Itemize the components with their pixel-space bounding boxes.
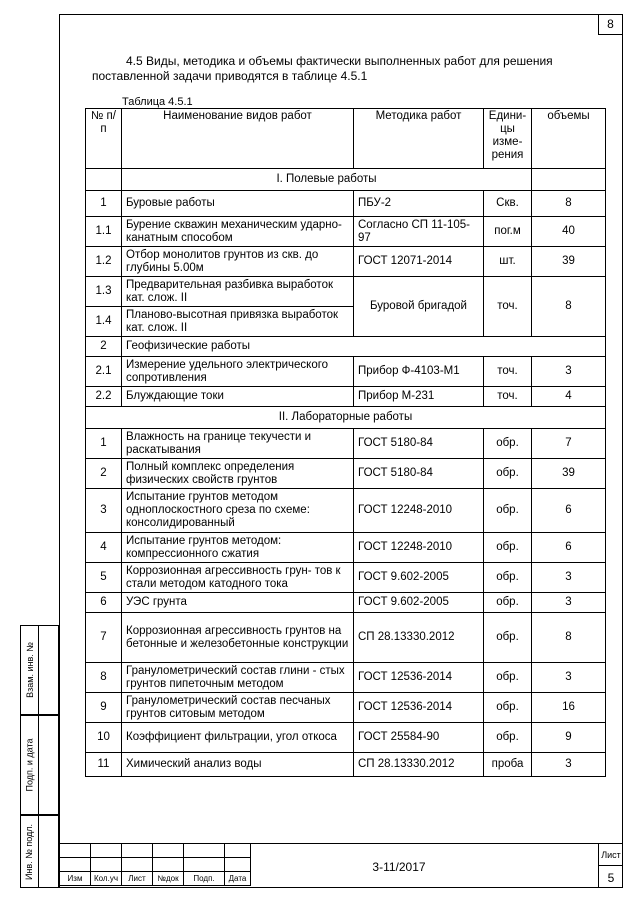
stamp-label: Подп. [184,872,225,886]
row-method: ГОСТ 25584-90 [354,723,484,753]
row-method: Буровой бригадой [354,277,484,337]
intro-line-2: поставленной задачи приводятся в таблице 4.5.1 [92,69,368,83]
row-volume: 39 [532,247,606,277]
row-name: Коррозионная агрессивность грун- тов к стали методом катодного тока [122,563,354,593]
row-unit: обр. [484,693,532,723]
document-code [200,843,598,889]
row-method: ГОСТ 5180-84 [354,429,484,459]
row-method: ГОСТ 9.602-2005 [354,593,484,613]
row-unit: обр. [484,533,532,563]
row-volume: 3 [532,593,606,613]
row-volume: 4 [532,387,606,407]
row-volume: 3 [532,753,606,777]
row-num: 10 [86,723,122,753]
row-method: ГОСТ 12536-2014 [354,663,484,693]
row-num: 2 [86,337,122,357]
row-unit: обр. [484,563,532,593]
row-num: 1 [86,429,122,459]
table-row [86,387,606,407]
row-num: 1.1 [86,217,122,247]
row-unit: точ. [484,357,532,387]
table-row [86,533,606,563]
sheet-label: Лист [601,850,621,860]
row-method: ПБУ-2 [354,191,484,217]
row-unit: точ. [484,387,532,407]
row-name: Геофизические работы [122,337,606,357]
row-volume: 39 [532,459,606,489]
row-method: ГОСТ 5180-84 [354,459,484,489]
row-name: Гранулометрический состав глини - стых грунтов пипеточным методом [122,663,354,693]
header-method: Методика работ [354,109,484,169]
row-unit: обр. [484,663,532,693]
row-method: ГОСТ 12071-2014 [354,247,484,277]
row-num: 2 [86,459,122,489]
row-volume: 3 [532,357,606,387]
row-volume: 8 [532,191,606,217]
row-unit: проба [484,753,532,777]
row-num: 1.3 [86,277,122,307]
row-unit: пог.м [484,217,532,247]
row-name: Буровые работы [122,191,354,217]
table-row [86,563,606,593]
table-caption: Таблица 4.5.1 [122,96,193,108]
row-num: 7 [86,613,122,663]
sheet-number-box [598,843,623,888]
table-row [86,723,606,753]
row-num: 8 [86,663,122,693]
table-row [86,663,606,693]
stamp-label: Лист [122,872,153,886]
side-stamp-inv-orig [20,815,59,888]
section-row [86,407,606,429]
table-row [86,693,606,723]
sheet-number: 5 [607,871,615,885]
side-stamp-sign-date [20,715,59,815]
stamp-label: Изм [60,872,91,886]
header-name: Наименование видов работ [122,109,354,169]
row-name: Планово-высотная привязка выработок кат. слож. II [122,307,354,337]
row-method: СП 28.13330.2012 [354,753,484,777]
row-name: Гранулометрический состав песчаных грунтов ситовым методом [122,693,354,723]
row-method: Прибор Ф-4103-М1 [354,357,484,387]
row-volume: 40 [532,217,606,247]
table-row [86,459,606,489]
row-num: 5 [86,563,122,593]
row-volume: 8 [532,277,606,337]
stamp-label: №док [153,872,184,886]
table-row [86,613,606,663]
works-table [85,108,606,777]
row-name: Блуждающие токи [122,387,354,407]
row-volume: 3 [532,563,606,593]
row-name: Испытание грунтов методом: компрессионного сжатия [122,533,354,563]
row-name: Коэффициент фильтрации, угол откоса [122,723,354,753]
row-unit: Скв. [484,191,532,217]
row-volume: 16 [532,693,606,723]
row-num: 9 [86,693,122,723]
header-volume: объемы [532,109,606,169]
row-unit: обр. [484,459,532,489]
side-label-sign-date: Подп. и дата [24,738,35,792]
table-header-row [86,109,606,169]
row-method: ГОСТ 9.602-2005 [354,563,484,593]
section-row [86,169,606,191]
table-row [86,337,606,357]
intro-line-1: 4.5 Виды, методика и объемы фактически выполненных работ для решения [126,54,553,68]
row-unit: точ. [484,277,532,337]
stamp-label: Кол.уч [91,872,122,886]
side-label-inv-replace: Взам. инв. № [24,642,35,698]
table-row [86,217,606,247]
row-name: Химический анализ воды [122,753,354,777]
header-num: № п/п [86,109,122,169]
table-row [86,191,606,217]
row-num: 2.2 [86,387,122,407]
side-label-inv-orig: Инв. № подл. [24,823,35,880]
row-unit: шт. [484,247,532,277]
row-num: 1 [86,191,122,217]
row-num: 1.2 [86,247,122,277]
row-unit: обр. [484,429,532,459]
row-method: ГОСТ 12536-2014 [354,693,484,723]
row-name: Отбор монолитов грунтов из скв. до глубины 5.00м [122,247,354,277]
header-unit: Едини- цы изме- рения [484,109,532,169]
document-code-text: 3-11/2017 [372,859,426,874]
page-number: 8 [598,14,622,35]
row-volume: 3 [532,663,606,693]
row-volume: 7 [532,429,606,459]
table-row [86,489,606,533]
table-row [86,247,606,277]
row-volume: 8 [532,613,606,663]
table-row [86,357,606,387]
row-method: СП 28.13330.2012 [354,613,484,663]
intro-paragraph [92,54,612,84]
section-field-works: I. Полевые работы [122,169,532,191]
row-name: УЭС грунта [122,593,354,613]
row-name: Полный комплекс определения физических свойств грунтов [122,459,354,489]
row-unit: обр. [484,723,532,753]
side-stamp-inv-replace [20,625,59,715]
row-num: 6 [86,593,122,613]
row-volume: 6 [532,489,606,533]
row-method: Прибор М-231 [354,387,484,407]
row-num: 3 [86,489,122,533]
table-row [86,429,606,459]
stamp-label: Дата [225,872,251,886]
row-method: Согласно СП 11-105-97 [354,217,484,247]
table-row [86,753,606,777]
row-name: Испытание грунтов методом одноплоскостного среза по схеме: консолидированный [122,489,354,533]
row-name: Влажность на границе текучести и раскатывания [122,429,354,459]
row-volume: 9 [532,723,606,753]
row-num: 1.4 [86,307,122,337]
table-row [86,593,606,613]
row-num: 11 [86,753,122,777]
row-num: 4 [86,533,122,563]
row-name: Предварительная разбивка выработок кат. слож. II [122,277,354,307]
row-name: Бурение скважин механическим ударно-канатным способом [122,217,354,247]
row-unit: обр. [484,613,532,663]
row-method: ГОСТ 12248-2010 [354,489,484,533]
row-unit: обр. [484,593,532,613]
row-name: Измерение удельного электрического сопротивления [122,357,354,387]
row-num: 2.1 [86,357,122,387]
table-row [86,277,606,307]
section-lab-works: II. Лабораторные работы [86,407,606,429]
row-volume: 6 [532,533,606,563]
row-method: ГОСТ 12248-2010 [354,533,484,563]
row-name: Коррозионная агрессивность грунтов на бетонные и железобетонные конструкции [122,613,354,663]
row-unit: обр. [484,489,532,533]
